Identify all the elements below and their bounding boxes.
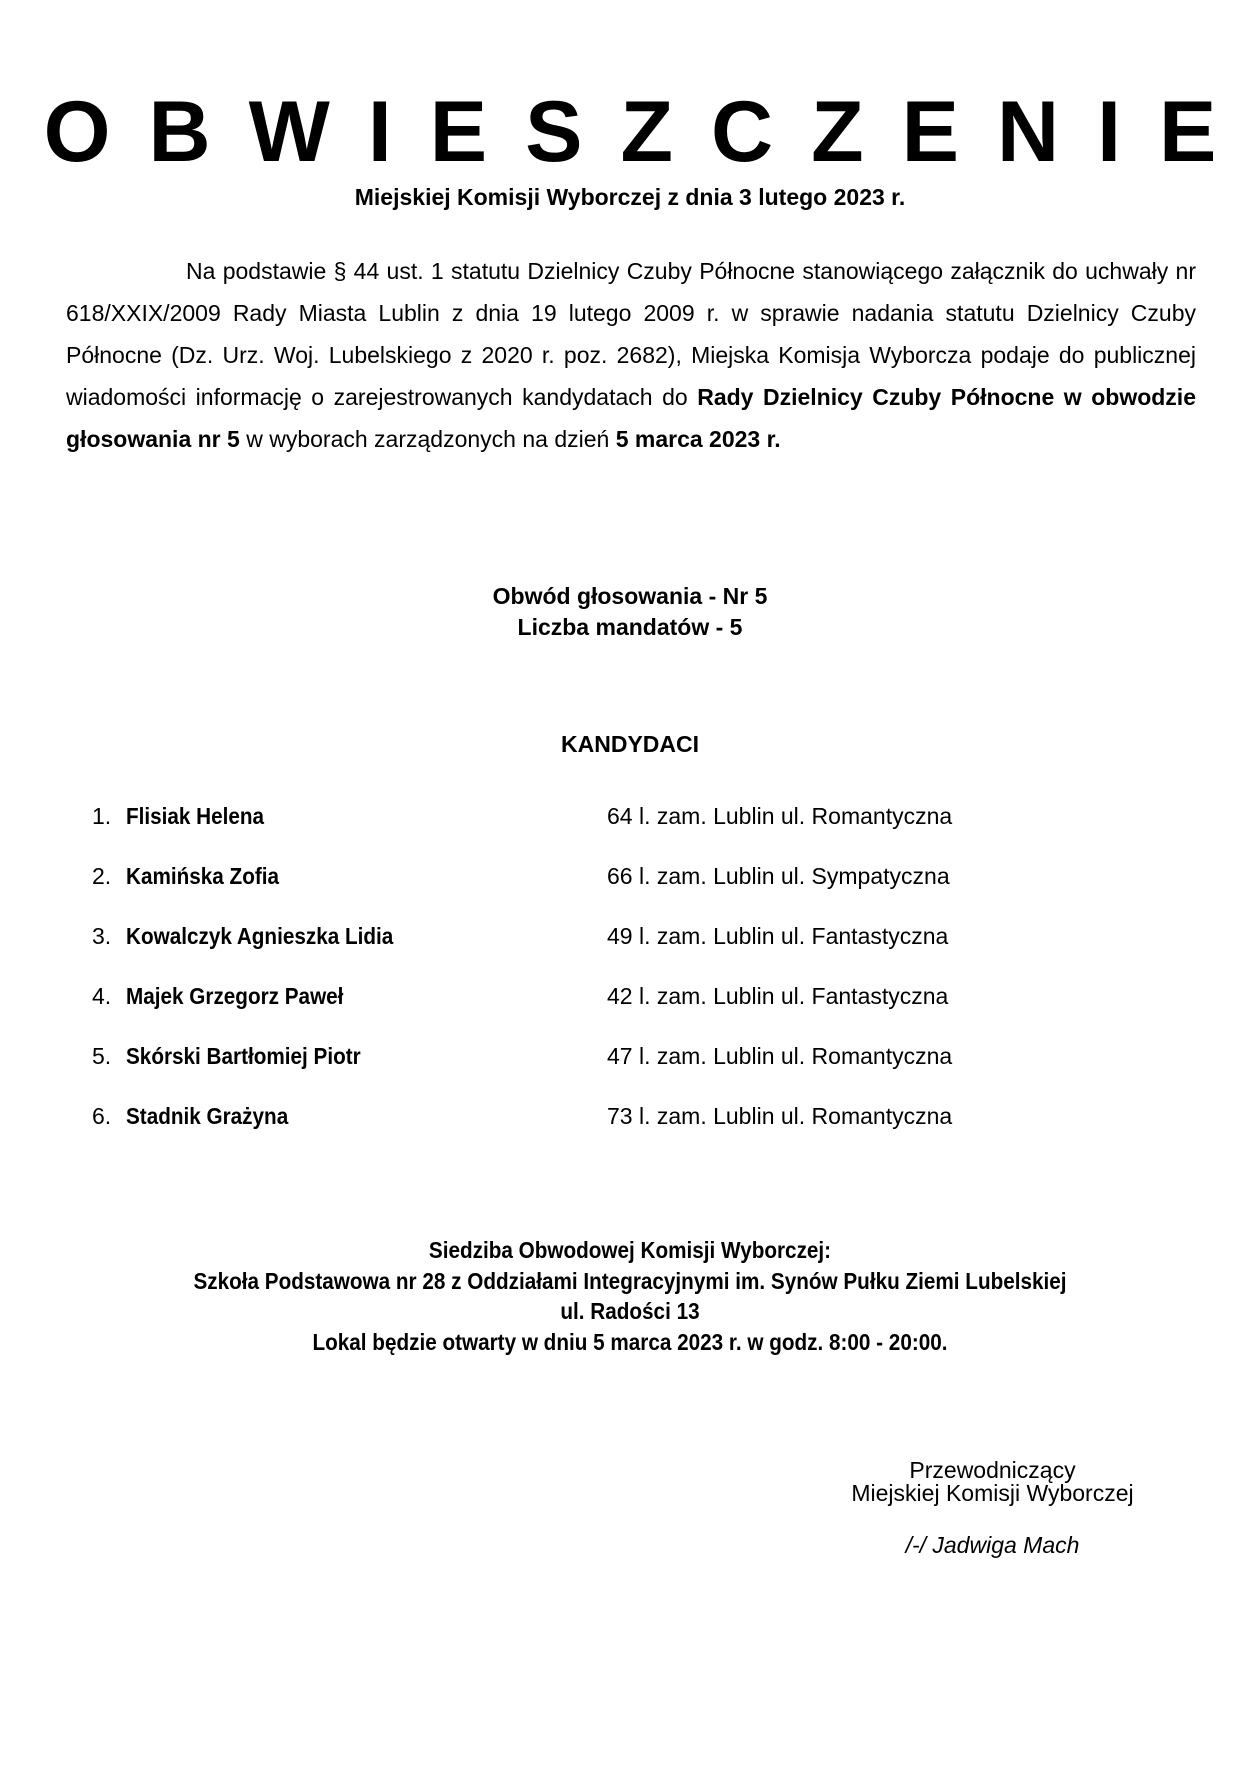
district-number: Obwód głosowania - Nr 5 <box>492 583 768 609</box>
intro-bold-date: 5 marca 2023 r. <box>615 426 781 452</box>
candidate-name: Kamińska Zofia <box>126 863 279 889</box>
candidate-number: 6. <box>92 1103 112 1129</box>
candidate-row <box>0 976 1260 1016</box>
candidate-number: 5. <box>92 1043 112 1069</box>
candidate-name: Skórski Bartłomiej Piotr <box>126 1043 361 1069</box>
candidate-name: Majek Grzegorz Paweł <box>126 983 344 1009</box>
document-subtitle: Miejskiej Komisji Wyborczej z dnia 3 lutego 2023 r. <box>354 184 906 210</box>
mandate-count: Liczba mandatów - 5 <box>517 614 743 640</box>
candidate-row <box>0 856 1260 896</box>
signature-role: Przewodniczący <box>909 1457 1076 1483</box>
document-title: OBWIESZCZENIE <box>43 84 1255 180</box>
intro-text-2: w wyborach zarządzonych na dzień <box>239 426 616 452</box>
candidate-row <box>0 916 1260 956</box>
intro-paragraph <box>66 250 1196 460</box>
candidate-row <box>0 796 1260 836</box>
candidate-number: 3. <box>92 923 112 949</box>
candidate-info: 42 l. zam. Lublin ul. Fantastyczna <box>607 983 949 1009</box>
candidate-number: 4. <box>92 983 112 1009</box>
candidate-row <box>0 1036 1260 1076</box>
candidate-name: Flisiak Helena <box>126 803 265 829</box>
location-school: Szkoła Podstawowa nr 28 z Oddziałami Integracyjnymi im. Synów Pułku Ziemi Lubelskiej <box>193 1268 1067 1294</box>
candidate-name: Stadnik Grażyna <box>126 1103 289 1129</box>
candidate-row <box>0 1096 1260 1136</box>
candidate-info: 47 l. zam. Lublin ul. Romantyczna <box>607 1043 953 1069</box>
location-address: ul. Radości 13 <box>560 1298 700 1324</box>
candidates-heading: KANDYDACI <box>561 731 699 757</box>
location-heading: Siedziba Obwodowej Komisji Wyborczej: <box>428 1237 832 1263</box>
candidate-info: 66 l. zam. Lublin ul. Sympatyczna <box>607 863 950 889</box>
candidate-info: 73 l. zam. Lublin ul. Romantyczna <box>607 1103 953 1129</box>
intro-bold-council: Rady Dzielnicy Czuby Północne w obwodzie głosowania nr 5 <box>66 384 1196 452</box>
location-hours: Lokal będzie otwarty w dniu 5 marca 2023 r. w godz. 8:00 - 20:00. <box>312 1329 948 1355</box>
candidate-name: Kowalczyk Agnieszka Lidia <box>126 923 394 949</box>
candidate-number: 1. <box>92 803 112 829</box>
signature-name: /-/ Jadwiga Mach <box>905 1532 1080 1558</box>
signature-committee: Miejskiej Komisji Wyborczej <box>851 1480 1134 1506</box>
intro-text-1: Na podstawie § 44 ust. 1 statutu Dzielnicy Czuby Północne stanowiącego załącznik do uchwały nr 618/XXIX/2009 Rady Miasta Lublin z dnia 19 lutego 2009 r. w sprawie nadania statutu Dzielnicy Czuby Północne (Dz. Urz. Woj. Lubelskiego z 2020 r. poz. 2682), Miejska Komisja Wyborcza podaje do publicznej wiadomości informację o zarejestrowanych kandydatach do <box>66 258 1196 410</box>
candidate-info: 49 l. zam. Lublin ul. Fantastyczna <box>607 923 949 949</box>
candidate-info: 64 l. zam. Lublin ul. Romantyczna <box>607 803 953 829</box>
candidate-number: 2. <box>92 863 112 889</box>
